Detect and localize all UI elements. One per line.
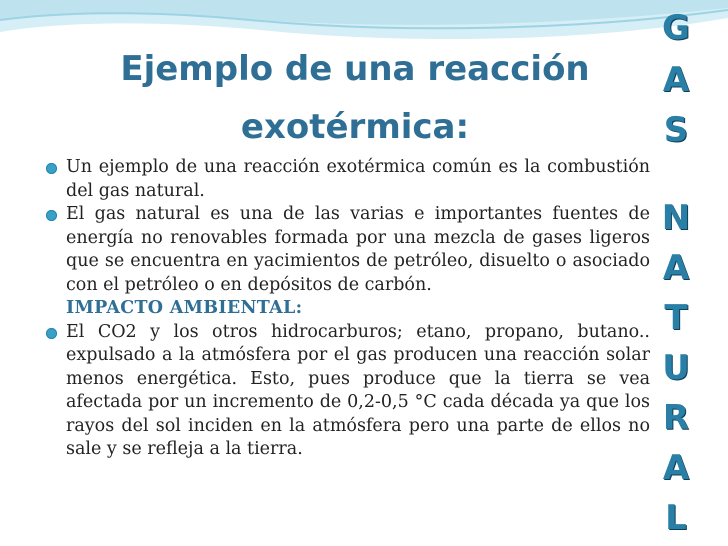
slide-content [46,156,650,462]
side-letter: A [662,60,690,100]
bullet-item [46,156,650,203]
bullet-item [46,321,650,462]
side-letter: S [663,110,689,150]
title-line-1: Ejemplo de una reacción [120,49,590,89]
bullet-icon [46,210,57,221]
side-letter: L [665,498,687,538]
bullet-text: El gas natural es una de las varias e importantes fuentes de energía no renovables formada por una mezcla de gases ligeros que se encuentra en yacimientos de petróleo, disuelto o asociado con el petróleo o en depósitos de carbón. [66,204,650,295]
bullet-item [46,203,650,297]
side-letter: G [662,8,690,48]
bullet-text: Un ejemplo de una reacción exotérmica común es la combustión del gas natural. [66,157,650,201]
side-letter: A [662,448,690,488]
section-heading: IMPACTO AMBIENTAL: [66,298,303,318]
bullet-icon [46,163,57,174]
slide-title [120,40,590,156]
side-letter: R [662,398,690,438]
bullet-text: El CO2 y los otros hidrocarburos; etano, propano, butano.. expulsado a la atmósfera por el gas producen una reacción solar menos energética. Esto, pues produce que la tierra se vea afectada por un incremento de 0,2-0,5 °C cada década ya que los rayos del sol inciden en la atmósfera pero una parte de ellos no sale y se refleja a la tierra. [66,321,650,459]
side-letter: U [662,348,690,388]
side-letter: T [664,298,688,338]
side-letter: A [662,248,690,288]
title-line-2: exotérmica: [240,107,470,147]
bullet-icon [46,328,57,339]
side-letter: N [661,198,691,238]
